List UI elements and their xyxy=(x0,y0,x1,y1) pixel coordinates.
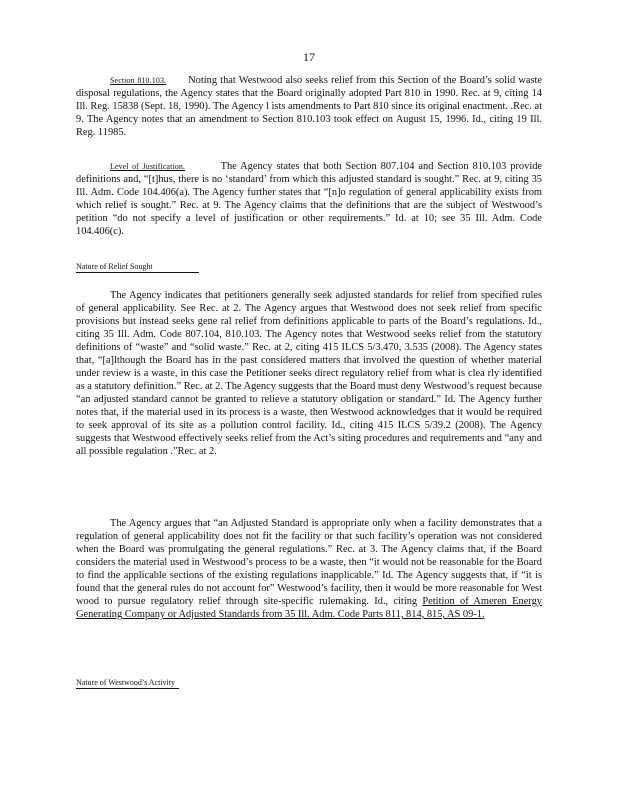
nature-of-relief-paragraph-2 xyxy=(76,517,542,621)
level-of-justification-text: The Agency states that both Section 807.104 and Section 810.103 provide definitions and, “[t]hus, there is no ‘standard’ from which this adjusted standard is sought.” Rec. at 9, citing 35 Ill. Adm. Code 104.406(a). The Agency further states that “[n]o regulation of general applicability exists from which relief is sought.” Rec. at 9. The Agency claims that the definitions that are the subject of Westwood’s petition “do not specify a level of justification or other requirements.” Id. at 10; see 35 Ill. Adm. Code 104.406(c). xyxy=(76,161,543,237)
nature-of-relief-paragraph-1: The Agency indicates that petitioners generally seek adjusted standards for relief from specified rules of general applicability. See Rec. at 2. The Agency argues that Westwood does not seek relief from specific provisions but instead seeks gene ral relief from definitions applicable to parts of the Board’s regulations. Id., citing 35 Ill. Adm. Code 807.104, 810.103. The Agency notes that Westwood seeks relief from the statutory definitions of “waste” and “solid waste.” Rec. at 2, citing 415 ILCS 5/3.470, 3.535 (2008). The Agency states that, “[a]lthough the Board has in the past considered matters that involved the question of whether material under review is a waste, in this case the Petitioner seeks direct regulatory relief from what is clea rly identified as a statutory definition.” Rec. at 2. The Agency suggests that the Board must deny Westwood’s request because “an adjusted standard cannot be granted to relieve a statutory obligation or standard.” Id. The Agency further notes that, if the material used in its process is a waste, then Westwood acknowledges that it would be required to seek approval of its site as a pollution control facility. Id., citing 415 ILCS 5/39.2 (2008). The Agency suggests that Westwood effectively seeks relief from the Act’s siting procedures and requirements and “any and all possible regulation .”Rec. at 2. xyxy=(76,290,542,457)
section-810-103-text: Noting that Westwood also seeks relief from this Section of the Board’s solid waste disposal regulations, the Agency states that the Board originally adopted Part 810 in 1990. Rec. at 9, citing 14 Ill. Reg. 15838 (Sept. 18, 1990). The Agency l ists amendments to Part 810 since its original enactment. .Rec. at 9. The Agency notes that an amendment to Section 810.103 took effect on August 15, 1996. Id., citing 19 Ill. Reg. 11985. xyxy=(76,75,542,138)
section-810-103-heading: Section 810.103. xyxy=(110,76,167,85)
ameren-citation: Petition of Ameren Energy Generating Company or Adjusted Standards from 35 Ill. Adm. Code Parts 811, 814, 815, AS 09-1. xyxy=(76,596,542,620)
nature-of-relief-heading: Nature of Relief Sought xyxy=(76,262,199,273)
nature-of-activity-heading: Nature of Westwood’s Activity xyxy=(76,678,179,689)
level-of-justification-paragraph xyxy=(76,160,542,238)
page-number: 17 xyxy=(303,50,315,64)
level-of-justification-heading: Level of Justification. xyxy=(110,162,186,171)
section-810-103-paragraph xyxy=(76,74,542,139)
nature-of-relief-paragraph-2-text: The Agency argues that “an Adjusted Standard is appropriate only when a facility demonstrates that a regulation of general applicability does not fit the facility or that such facility’s operation was not considered when the Board was promulgating the general regulations.” Rec. at 3. The Agency claims that, if the Board considers the material used in Westwood’s process to be a waste, then “it would not be reasonable for the Board to find the applicable sections of the existing regulations inapplicable.” Id. The Agency suggests that, if “it is found that the general rules do not account for” Westwood’s facility, then it would be more reasonable for West wood to pursue regulatory relief through site-specific rulemaking. Id., citing xyxy=(76,518,542,607)
